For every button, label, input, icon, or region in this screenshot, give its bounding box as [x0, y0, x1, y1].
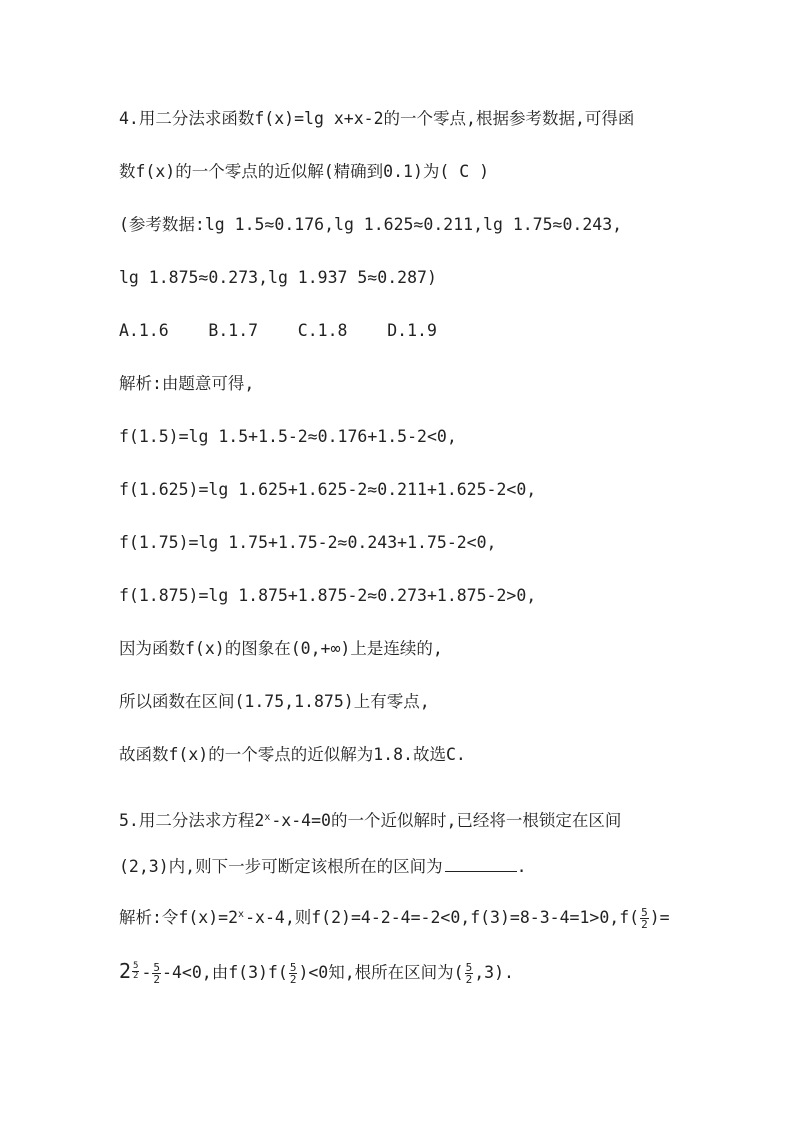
q4-solution-line: f(1.5)=lg 1.5+1.5-2≈0.176+1.5-2<0,: [119, 427, 457, 446]
answer-blank[interactable]: [445, 853, 517, 872]
q4-solution-line: 故函数f(x)的一个零点的近似解为1.8.故选C.: [119, 745, 466, 764]
q4-solution-line: f(1.75)=lg 1.75+1.75-2≈0.243+1.75-2<0,: [119, 533, 497, 552]
exponent-fraction: 5 2: [133, 961, 139, 981]
fraction-five-halves: $\frac{5}{2}$: [153, 961, 161, 986]
q5-stem-line-1: 5.用二分法求方程$2^x-x-4=0$的一个近似解时,已经将一根锁定在区间: [119, 811, 622, 830]
q5-stem-line-2: (2,3)内,则下一步可断定该根所在的区间为 .: [119, 853, 708, 879]
q4-reference-data-line-2: lg 1.875≈0.273,lg 1.937 5≈0.287): [119, 268, 437, 287]
fraction-five-halves: $\frac{5}{2}$: [465, 961, 473, 986]
fraction-five-halves: $\frac{5}{2}$: [641, 906, 648, 931]
q4-solution-line: 所以函数在区间(1.75,1.875)上有零点,: [119, 692, 430, 711]
q5-solution-line-2: 2 $^{\frac{5}{2}}$ - $\frac{5}{2}$ -4<0,由f(3)f( $\frac{5}{2}$ )<0知,根所在区间为( $\frac{5}{2}$ ,3).: [119, 959, 514, 986]
q4-options: A.1.6 B.1.7 C.1.8 D.1.9: [119, 321, 437, 340]
q4-stem-line-2: 数f(x)的一个零点的近似解(精确到0.1)为( C ): [119, 162, 490, 181]
q4-solution-line: 因为函数f(x)的图象在(0,+∞)上是连续的,: [119, 639, 443, 658]
q4-solution-line: f(1.875)=lg 1.875+1.875-2≈0.273+1.875-2>0,: [119, 586, 537, 605]
fraction-five-halves: $\frac{5}{2}$: [289, 961, 297, 986]
q4-solution-line: f(1.625)=lg 1.625+1.625-2≈0.211+1.625-2<0,: [119, 480, 537, 499]
q5-solution-line-1: 解析:令$f(x)=2^x-x-4$,则f(2)=4-2-4=-2<0,f(3)=8-3-4=1>0,f( $\frac{5}{2}$ )=: [119, 906, 670, 931]
q4-solution-line: 解析:由题意可得,: [119, 374, 255, 393]
q4-reference-data-line-1: (参考数据:lg 1.5≈0.176,lg 1.625≈0.211,lg 1.75≈0.243,: [119, 215, 623, 234]
q4-stem-line-1: 4.用二分法求函数f(x)=lg x+x-2的一个零点,根据参考数据,可得函: [119, 109, 635, 128]
